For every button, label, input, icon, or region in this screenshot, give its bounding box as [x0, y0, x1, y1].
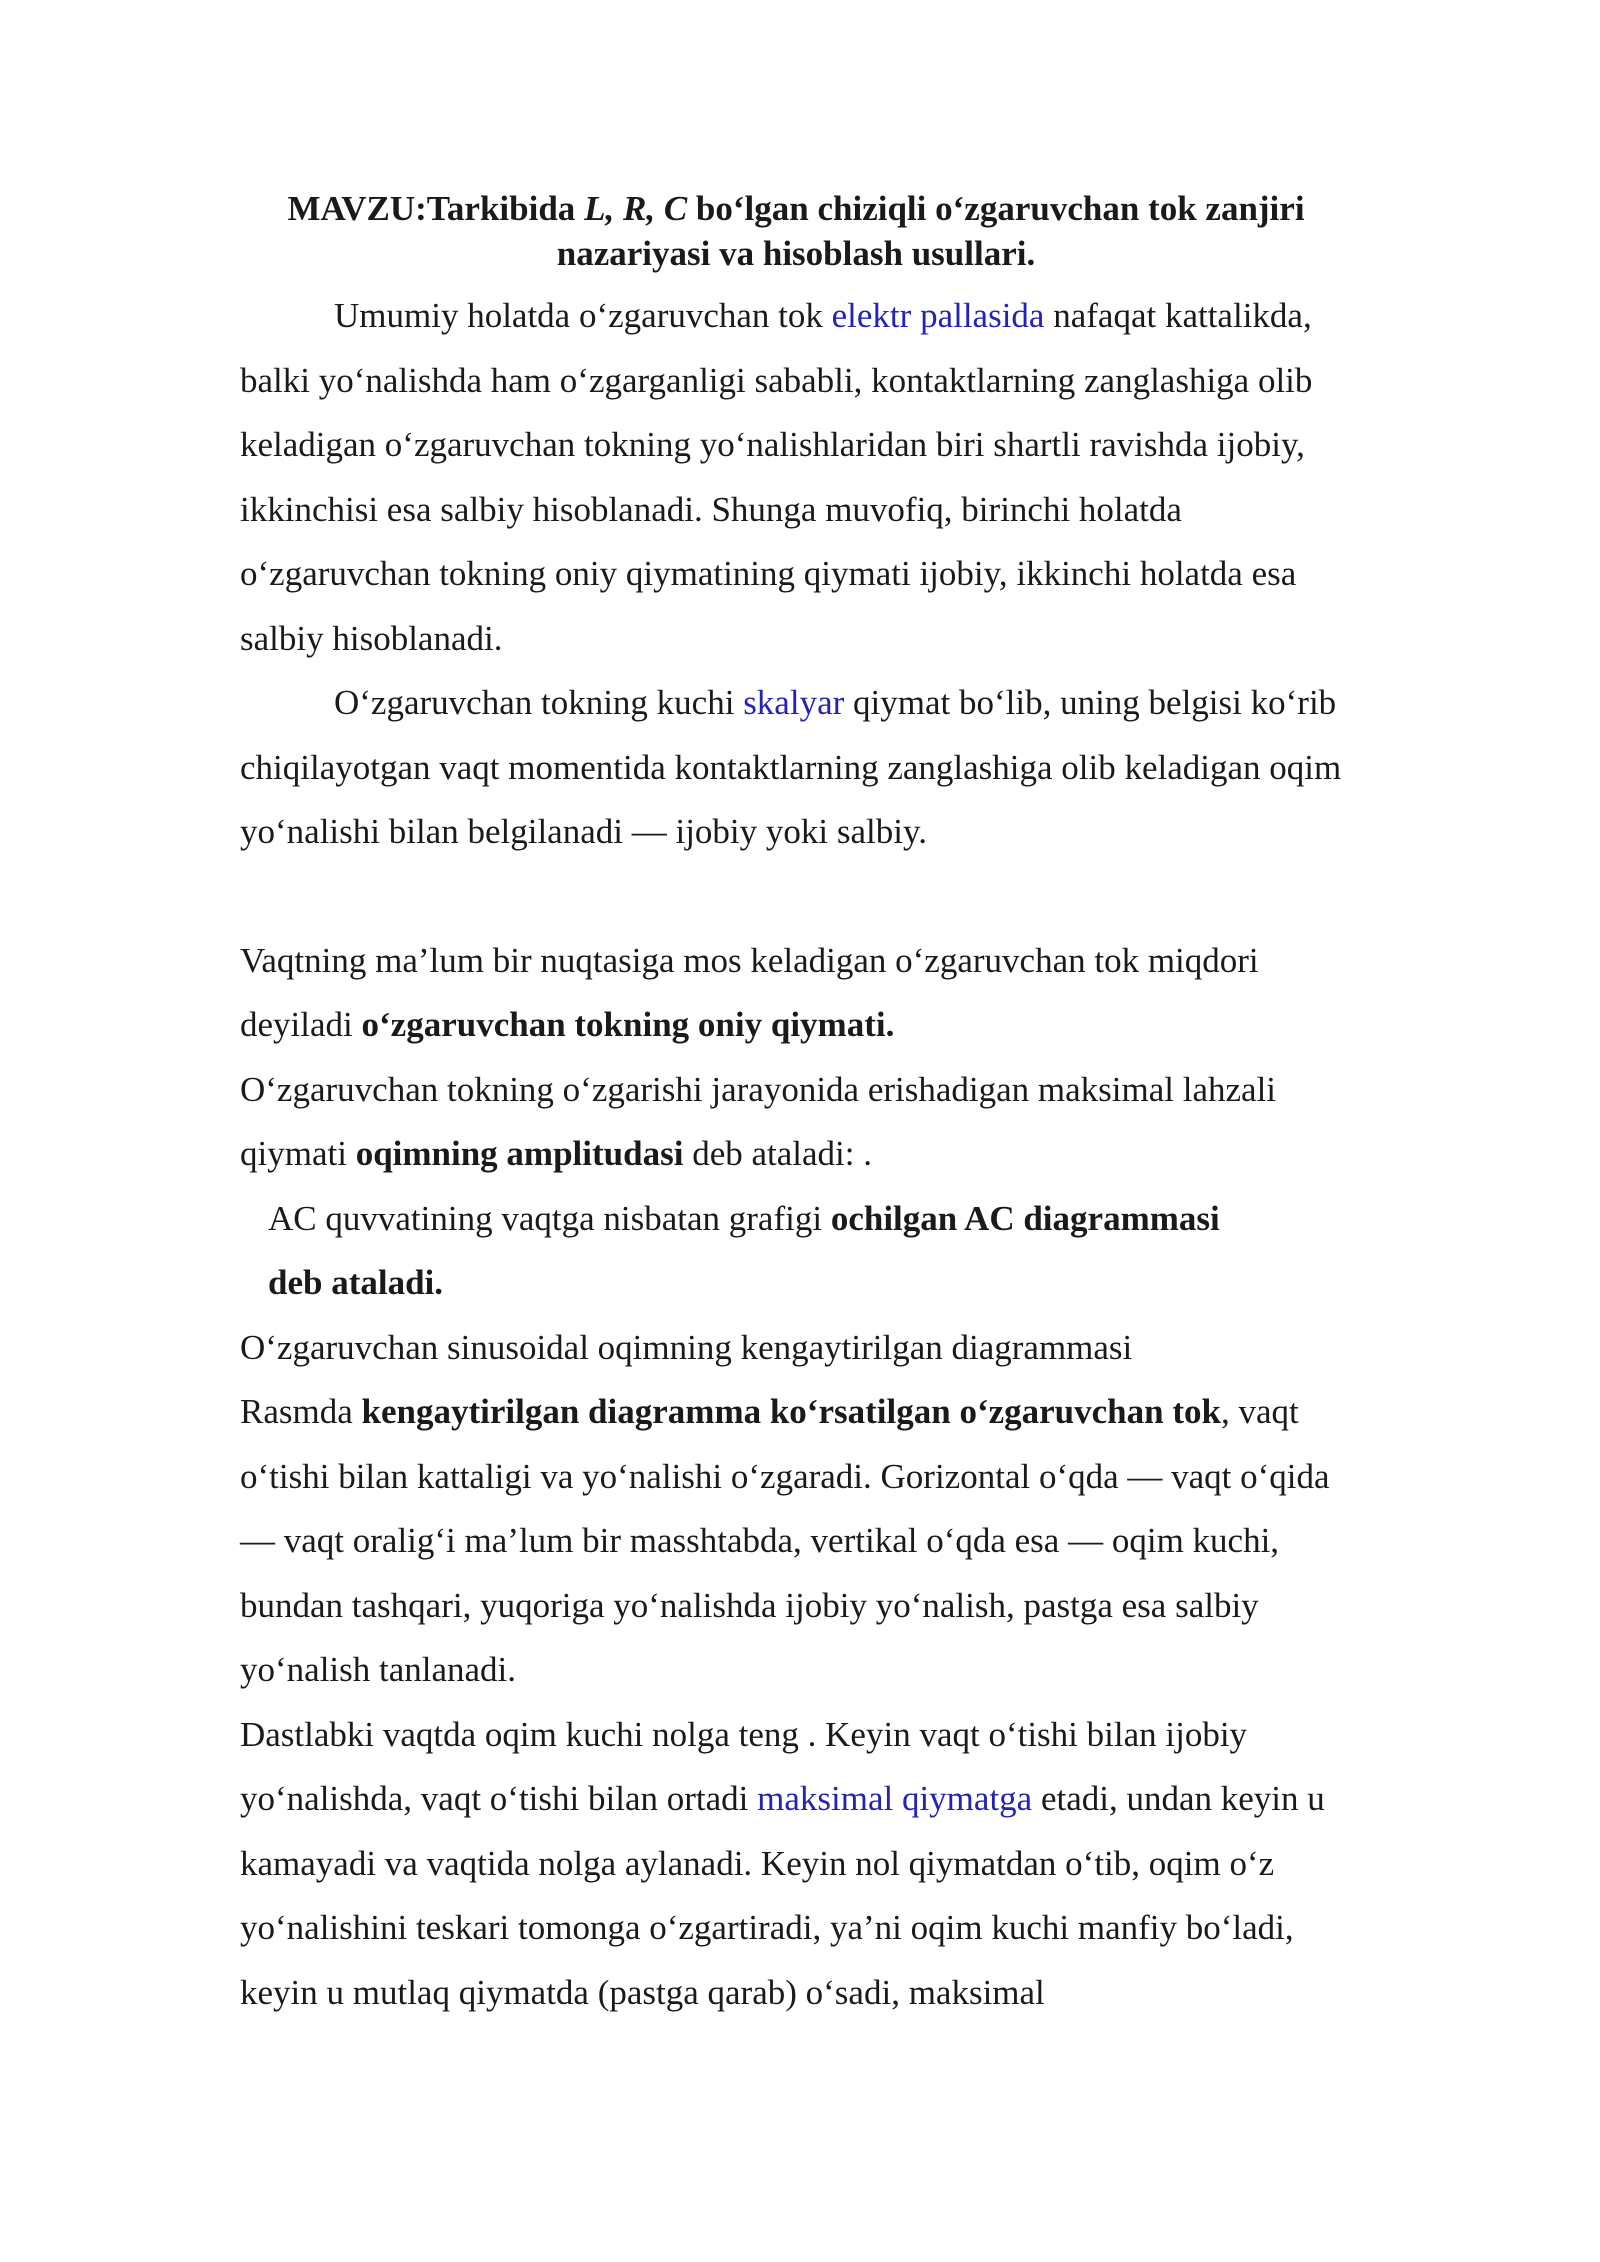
title-var-r: R [622, 189, 647, 228]
p6-text-1: O‘zgaruvchan sinusoidal oqimning kengaytirilgan diagrammasi [240, 1327, 1133, 1367]
title-sep-1: , [605, 189, 623, 228]
title-suffix: bo‘lgan chiziqli o‘zgaruvchan tok zanjiri [687, 189, 1305, 228]
p4-text-1: O‘zgaruvchan tokning o‘zgarishi jarayonida erishadigan maksimal lahzali qiymati [240, 1069, 1277, 1173]
p8-text-2: etadi, undan keyin u kamayadi va vaqtida nolga aylanadi. Keyin nol qiymatdan o‘tib, oqim o‘z yo‘nalishini teskari tomonga o‘zgartiradi, ya’ni oqim kuchi manfiy bo‘ladi, keyin u mutlaq qiymatda (pastga qarab) o‘sadi, maksimal [240, 1779, 1325, 2012]
p2-text-1: O‘zgaruvchan tokning kuchi [334, 683, 744, 722]
paragraph-1 [240, 284, 1352, 671]
p4-bold-term: oqimning amplitudasi [355, 1134, 684, 1173]
p1-text-2: nafaqat kattalikda, balki yo‘nalishda ham o‘zgarganligi sababli, kontaktlarning zanglashiga olib keladigan o‘zgaruvchan tokning yo‘nalishlaridan biri shartli ravishda ijobiy, ikkinchisi esa salbiy hisoblanadi. Shunga muvofiq, birinchi holatda o‘zgaruvchan tokning oniy qiymatining qiymati ijobiy, ikkinchi holatda esa salbiy hisoblanadi. [240, 296, 1313, 658]
paragraph-6 [240, 1316, 1352, 1381]
p5-bold-term-2: deb ataladi. [268, 1263, 444, 1302]
link-skalyar[interactable]: skalyar [743, 683, 845, 722]
p2-text-2: qiymat bo‘lib, uning belgisi ko‘rib chiqilayotgan vaqt momentida kontaktlarning zanglashiga olib keladigan oqim yo‘nalishi bilan belgilanadi — ijobiy yoki salbiy. [240, 683, 1342, 851]
p5-bold-term-1: ochilgan AC diagrammasi [830, 1198, 1220, 1238]
title-var-c: C [663, 189, 688, 228]
p1-text-1: Umumiy holatda o‘zgaruvchan tok [334, 296, 832, 335]
p3-bold-term: o‘zgaruvchan tokning oniy qiymati. [361, 1005, 895, 1044]
paragraph-8 [240, 1703, 1352, 2026]
p3-text-1: Vaqtning ma’lum bir nuqtasiga mos keladigan o‘zgaruvchan tok miqdori deyiladi [240, 940, 1259, 1044]
paragraph-5 [240, 1187, 1352, 1316]
p7-text-2: , vaqt o‘tishi bilan kattaligi va yo‘nalishi o‘zgaradi. Gorizontal o‘qda — vaqt o‘qida — vaqt oralig‘i ma’lum bir masshtabda, vertikal o‘qda esa — oqim kuchi, bundan tashqari, yuqoriga yo‘nalishda ijobiy yo‘nalish, pastga esa salbiy yo‘nalish tanlanadi. [240, 1392, 1330, 1689]
paragraph-2 [240, 671, 1352, 865]
link-maksimal-qiymatga[interactable]: maksimal qiymatga [757, 1779, 1033, 1818]
paragraph-7 [240, 1380, 1352, 1703]
p7-text-1: Rasmda [240, 1392, 362, 1431]
p8-text-1: Dastlabki vaqtda oqim kuchi nolga teng . Keyin vaqt o‘tishi bilan ijobiy yo‘nalishda, vaqt o‘tishi bilan ortadi [240, 1714, 1248, 1818]
document-body [240, 186, 1352, 2025]
page-title [240, 186, 1352, 276]
p5-text-1: AC quvvatining vaqtga nisbatan grafigi [268, 1198, 831, 1238]
title-sep-2: , [646, 189, 664, 228]
p4-text-2: deb ataladi: . [683, 1134, 872, 1173]
paragraph-gap [240, 865, 1352, 929]
title-prefix: MAVZU:Tarkibida [287, 189, 585, 228]
paragraph-3 [240, 929, 1352, 1058]
title-var-l: L [584, 189, 606, 228]
paragraph-4 [240, 1058, 1352, 1187]
title-line-2: nazariyasi va hisoblash usullari. [556, 234, 1036, 273]
link-elektr-pallasida[interactable]: elektr pallasida [831, 296, 1045, 335]
p7-bold-term: kengaytirilgan diagramma ko‘rsatilgan o‘zgaruvchan tok [361, 1392, 1221, 1431]
